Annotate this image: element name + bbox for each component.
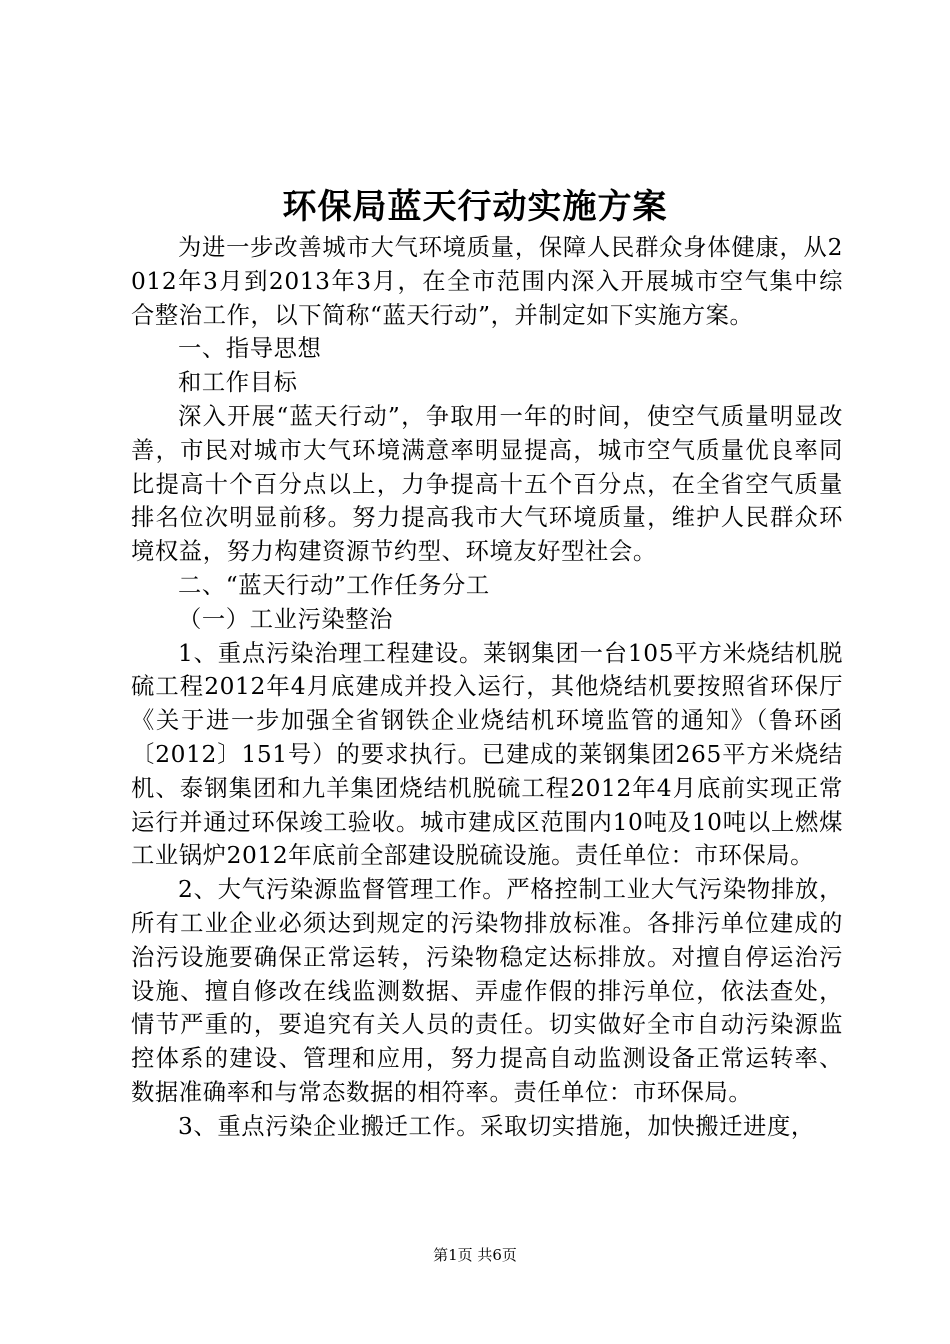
section-heading-task-division: 二、“蓝天行动”工作任务分工	[178, 571, 490, 599]
page-footer: 第1页 共6页	[433, 1246, 517, 1264]
paragraph-intro: 为进一步改善城市大气环境质量，保障人民群众身体健康，从2012年3月到2013年3月，在全市范围内深入开展城市空气集中综合整治工作，以下简称“蓝天行动”，并制定如下实施方案。	[131, 234, 843, 329]
paragraph-item-1: 1、重点污染治理工程建设。莱钢集团一台105平方米烧结机脱硫工程2012年4月底建成并投入运行，其他烧结机要按照省环保厅《关于进一步加强全省钢铁企业烧结机环境监管的通知》（鲁环函〔2012〕151号）的要求执行。已建成的莱钢集团265平方米烧结机、泰钢集团和九羊集团烧结机脱硫工程2012年4月底前实现正常运行并通过环保竣工验收。城市建成区范围内10吨及10吨以上燃煤工业锅炉2012年底前全部建设脱硫设施。责任单位：市环保局。	[131, 639, 843, 870]
document-title: 环保局蓝天行动实施方案	[282, 187, 668, 227]
document-body	[131, 231, 843, 1144]
subsection-heading-industrial-pollution: （一）工业污染整治	[178, 605, 394, 633]
section-heading-work-goal: 和工作目标	[178, 369, 298, 397]
paragraph-item-3: 3、重点污染企业搬迁工作。采取切实措施，加快搬迁进度，	[178, 1112, 815, 1140]
paragraph-item-2: 2、大气污染源监督管理工作。严格控制工业大气污染物排放，所有工业企业必须达到规定的污染物排放标准。各排污单位建成的治污设施要确保正常运转，污染物稳定达标排放。对擅自停运治污设施、擅自修改在线监测数据、弄虚作假的排污单位，依法查处，情节严重的，要追究有关人员的责任。切实做好全市自动污染源监控体系的建设、管理和应用，努力提高自动监测设备正常运转率、数据准确率和与常态数据的相符率。责任单位：市环保局。	[131, 876, 843, 1106]
section-heading-guiding-thought: 一、指导思想	[178, 335, 322, 363]
paragraph-goals: 深入开展“蓝天行动”，争取用一年的时间，使空气质量明显改善，市民对城市大气环境满意率明显提高，城市空气质量优良率同比提高十个百分点以上，力争提高十五个百分点，在全省空气质量排名位次明显前移。努力提高我市大气环境质量，维护人民群众环境权益，努力构建资源节约型、环境友好型社会。	[131, 402, 843, 566]
